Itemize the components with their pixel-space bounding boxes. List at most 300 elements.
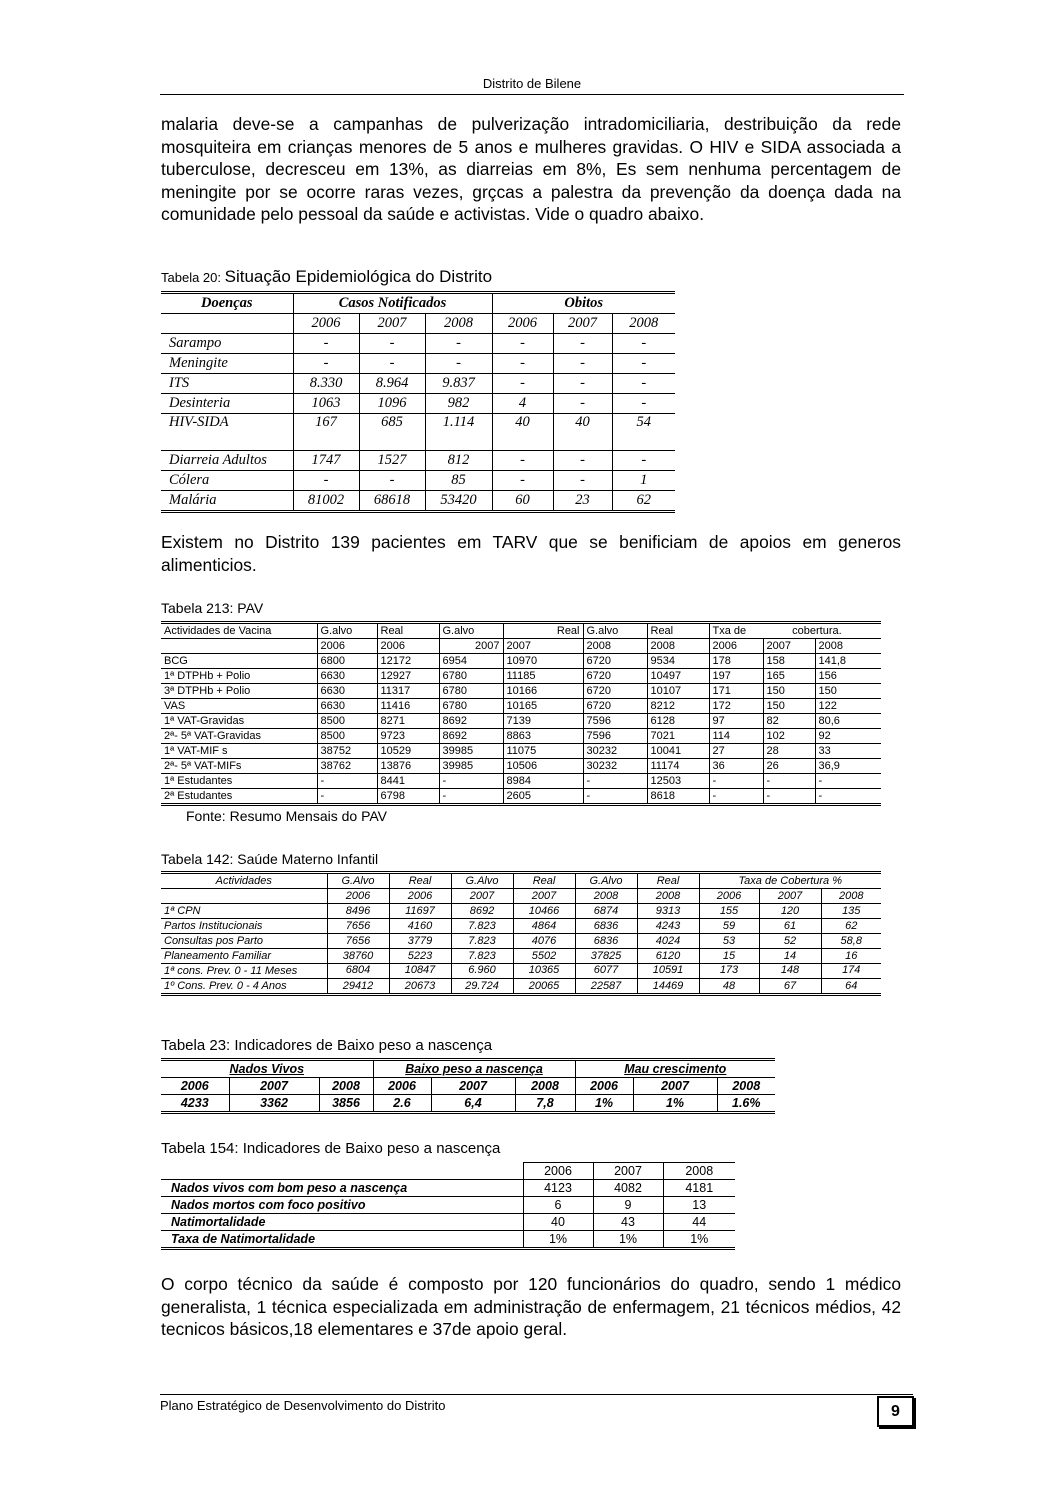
cell: - (317, 774, 377, 789)
header-cell: Real (377, 623, 439, 639)
header-casos: Casos Notificados (293, 293, 492, 314)
cell: 39985 (439, 744, 503, 759)
cell: - (709, 774, 763, 789)
cell: 7139 (503, 714, 583, 729)
cell: 14 (759, 949, 821, 964)
cell: - (612, 394, 675, 414)
cell: 171 (709, 684, 763, 699)
table-row (161, 744, 881, 759)
table-row (161, 774, 881, 789)
footer-text: Plano Estratégico de Desenvolvimento do Distrito (160, 1398, 446, 1413)
cell: 22587 (575, 979, 637, 995)
cell: BCG (161, 654, 317, 669)
cell: 982 (425, 394, 492, 414)
cell: 13876 (377, 759, 439, 774)
table-year-row (161, 314, 675, 334)
year-cell: 2007 (503, 639, 583, 654)
cell: 2605 (503, 789, 583, 805)
cell: 6720 (583, 669, 647, 684)
table-row (161, 904, 881, 919)
cell: 48 (699, 979, 759, 995)
cell: 6,4 (431, 1095, 515, 1113)
cell: 6780 (439, 669, 503, 684)
cell: 64 (821, 979, 881, 995)
cell: 7596 (583, 729, 647, 744)
header-cell: G.alvo (583, 623, 647, 639)
cell: - (317, 789, 377, 805)
row-label: Nados vivos com bom peso a nascença (161, 1180, 523, 1197)
cell: 10529 (377, 744, 439, 759)
paragraph-malaria: malaria deve-se a campanhas de pulverização intradomiciliaria, destribuição da rede mosquiteira em crianças menores de 5 anos e mulheres gravidas. O HIV e SIDA associada a tuberculose, decresceu em 13%, as diarreias em 8%, Es sem nenhuma percentagem de meningite por se ocorre raras vezes, grçcas a palestra da prevenção da doença dada na comunidade pelo pessoal da saúde e activistas. Vide o quadro abaixo. (161, 114, 901, 224)
cell: - (425, 334, 492, 354)
row-label: Desinteria (161, 394, 293, 414)
cell: - (583, 789, 647, 805)
cell: 156 (815, 669, 881, 684)
year-cell: 2007 (593, 1163, 663, 1180)
table-row (161, 491, 675, 512)
cell: 13 (663, 1197, 735, 1214)
header-cell: Real (513, 873, 575, 889)
cell: - (709, 789, 763, 805)
year-cell: 2006 (492, 314, 553, 334)
cell: 80,6 (815, 714, 881, 729)
cell: 167 (293, 414, 359, 451)
cell: - (425, 354, 492, 374)
table-row (161, 374, 675, 394)
year-cell-empty (161, 1163, 523, 1180)
header-cell: G.alvo (317, 623, 377, 639)
caption-title: Situação Epidemiológica do Distrito (224, 267, 493, 286)
table-maternal-child-health (161, 871, 881, 996)
cell: 67 (759, 979, 821, 995)
cell: 11174 (647, 759, 709, 774)
year-cell: 2008 (425, 314, 492, 334)
cell: 29.724 (451, 979, 513, 995)
cell: - (293, 354, 359, 374)
cell: 61 (759, 919, 821, 934)
cell: 11185 (503, 669, 583, 684)
table-row (161, 1095, 775, 1113)
cell: 26 (763, 759, 815, 774)
cell: 8500 (317, 714, 377, 729)
header-coverage: Taxa de Cobertura % (699, 873, 881, 889)
year-cell: 2006 (161, 1078, 229, 1095)
cell: 1ª VAT-Gravidas (161, 714, 317, 729)
cell: 37825 (575, 949, 637, 964)
cell: 1ª cons. Prev. 0 - 11 Meses (161, 964, 327, 979)
cell: 6630 (317, 669, 377, 684)
cell: 8692 (451, 904, 513, 919)
year-cell: 2007 (763, 639, 815, 654)
cell: 1% (663, 1231, 735, 1249)
cell: 10466 (513, 904, 575, 919)
year-cell: 2008 (647, 639, 709, 654)
cell: 43 (593, 1214, 663, 1231)
row-label: Taxa de Natimortalidade (161, 1231, 523, 1249)
table-20-caption (161, 267, 492, 287)
cell: - (583, 774, 647, 789)
cell: 44 (663, 1214, 735, 1231)
cell: - (492, 471, 553, 491)
table-year-row (161, 1078, 775, 1095)
cell: - (553, 374, 612, 394)
table-row (161, 919, 881, 934)
cell: 1ª VAT-MIF s (161, 744, 317, 759)
cell: 12503 (647, 774, 709, 789)
header-cell: Actividades (161, 873, 327, 889)
header-obitos: Obitos (492, 293, 675, 314)
table-row (161, 394, 675, 414)
year-cell: 2007 (553, 314, 612, 334)
table-row (161, 334, 675, 354)
year-cell: 2008 (583, 639, 647, 654)
cell: 11416 (377, 699, 439, 714)
year-cell: 2007 (451, 889, 513, 904)
cell: 6798 (377, 789, 439, 805)
cell: 8.964 (359, 374, 425, 394)
cell: 1747 (293, 451, 359, 471)
cell: 10591 (637, 964, 699, 979)
cell: 9723 (377, 729, 439, 744)
year-cell: 2006 (575, 1078, 633, 1095)
cell: 6720 (583, 699, 647, 714)
cell: 40 (553, 414, 612, 451)
cell: - (359, 471, 425, 491)
cell: VAS (161, 699, 317, 714)
cell: 2ª- 5ª VAT-Gravidas (161, 729, 317, 744)
cell: 155 (699, 904, 759, 919)
year-cell: 2006 (377, 639, 439, 654)
table-row (161, 964, 881, 979)
cell: 6874 (575, 904, 637, 919)
cell: 6780 (439, 699, 503, 714)
cell: 3856 (319, 1095, 373, 1113)
table-year-row (161, 1163, 735, 1180)
row-label: Natimortalidade (161, 1214, 523, 1231)
table-142-caption: Tabela 142: Saúde Materno Infantil (161, 851, 379, 867)
cell: 150 (815, 684, 881, 699)
cell: 6120 (637, 949, 699, 964)
cell: 114 (709, 729, 763, 744)
cell: 8984 (503, 774, 583, 789)
year-cell: 2006 (389, 889, 451, 904)
table-pav (161, 621, 881, 806)
cell: 4024 (637, 934, 699, 949)
cell: 7656 (327, 934, 389, 949)
header-doencas: Doenças (161, 293, 293, 314)
header-cell: Real (637, 873, 699, 889)
cell: 178 (709, 654, 763, 669)
cell: - (612, 354, 675, 374)
cell: 6720 (583, 654, 647, 669)
year-cell: 2008 (319, 1078, 373, 1095)
year-cell: 2006 (327, 889, 389, 904)
table-header-row (161, 623, 881, 639)
header-coverage-a: Txa de (712, 625, 747, 637)
cell: 58,8 (821, 934, 881, 949)
cell: 4082 (593, 1180, 663, 1197)
cell: 28 (763, 744, 815, 759)
cell: 8212 (647, 699, 709, 714)
cell: 53420 (425, 491, 492, 512)
cell: 120 (759, 904, 821, 919)
table-row (161, 1197, 735, 1214)
header-cell: Real (389, 873, 451, 889)
cell: 8441 (377, 774, 439, 789)
cell: 8496 (327, 904, 389, 919)
cell: 81002 (293, 491, 359, 512)
table-epidemiological-situation (161, 291, 675, 513)
cell: 1ª DTPHb + Polio (161, 669, 317, 684)
table-pav-source: Fonte: Resumo Mensais do PAV (186, 808, 388, 824)
row-label: ITS (161, 374, 293, 394)
cell: 7,8 (515, 1095, 575, 1113)
cell: 6630 (317, 699, 377, 714)
cell: - (492, 354, 553, 374)
table-row (161, 1231, 735, 1249)
cell: - (553, 471, 612, 491)
year-cell: 2007 (431, 1078, 515, 1095)
cell: 1ª CPN (161, 904, 327, 919)
year-cell: 2006 (293, 314, 359, 334)
cell: - (293, 334, 359, 354)
cell: 6954 (439, 654, 503, 669)
table-pav-caption: Tabela 213: PAV (161, 600, 264, 616)
table-row (161, 759, 881, 774)
cell: 3779 (389, 934, 451, 949)
table-year-row (161, 889, 881, 904)
table-row (161, 699, 881, 714)
year-cell: 2008 (821, 889, 881, 904)
cell: 8271 (377, 714, 439, 729)
cell: 10107 (647, 684, 709, 699)
row-label: Sarampo (161, 334, 293, 354)
cell: 9534 (647, 654, 709, 669)
cell: 172 (709, 699, 763, 714)
header-coverage (709, 623, 881, 639)
table-row (161, 1180, 735, 1197)
cell: 27 (709, 744, 763, 759)
cell: 39985 (439, 759, 503, 774)
cell: 165 (763, 669, 815, 684)
cell: 6720 (583, 684, 647, 699)
cell: 7.823 (451, 934, 513, 949)
cell: 8.330 (293, 374, 359, 394)
cell: 8863 (503, 729, 583, 744)
cell: 36,9 (815, 759, 881, 774)
cell: 30232 (583, 744, 647, 759)
header-cell: Actividades de Vacina (161, 623, 317, 639)
header-cell: Real (503, 623, 583, 639)
row-label: Cólera (161, 471, 293, 491)
table-row (161, 729, 881, 744)
cell: 7.823 (451, 949, 513, 964)
cell: 16 (821, 949, 881, 964)
cell: 102 (763, 729, 815, 744)
table-154-caption: Tabela 154: Indicadores de Baixo peso a nascença (161, 1140, 501, 1157)
cell: 14469 (637, 979, 699, 995)
paragraph-tarv: Existem no Distrito 139 pacientes em TARV que se benificiam de apoios em generos alimenticios. (161, 532, 901, 575)
year-cell: 2006 (699, 889, 759, 904)
cell: - (612, 334, 675, 354)
header-coverage-b: cobertura. (792, 625, 842, 637)
cell: 15 (699, 949, 759, 964)
year-cell: 2006 (317, 639, 377, 654)
table-year-row (161, 639, 881, 654)
cell: - (612, 374, 675, 394)
cell: 30232 (583, 759, 647, 774)
cell: 1.114 (425, 414, 492, 451)
cell: 7596 (583, 714, 647, 729)
cell: Partos Institucionais (161, 919, 327, 934)
year-cell: 2008 (515, 1078, 575, 1095)
cell: 12927 (377, 669, 439, 684)
cell: 1% (633, 1095, 717, 1113)
cell: - (492, 334, 553, 354)
cell: 1 (612, 471, 675, 491)
cell: - (815, 774, 881, 789)
cell: 6800 (317, 654, 377, 669)
cell: 54 (612, 414, 675, 451)
cell: 5502 (513, 949, 575, 964)
cell: 4123 (523, 1180, 593, 1197)
cell: 85 (425, 471, 492, 491)
year-cell: 2008 (612, 314, 675, 334)
cell: - (492, 451, 553, 471)
year-cell: 2007 (439, 639, 503, 654)
header-cell: G.Alvo (575, 873, 637, 889)
table-group-row (161, 1060, 775, 1078)
row-label: Malária (161, 491, 293, 512)
cell: 36 (709, 759, 763, 774)
cell: 7.823 (451, 919, 513, 934)
cell: 8692 (439, 714, 503, 729)
table-row (161, 714, 881, 729)
cell: - (359, 334, 425, 354)
cell: 148 (759, 964, 821, 979)
cell: 3362 (229, 1095, 319, 1113)
year-cell: 2008 (663, 1163, 735, 1180)
cell: 8692 (439, 729, 503, 744)
cell: 10166 (503, 684, 583, 699)
cell: 7656 (327, 919, 389, 934)
table-23-caption: Tabela 23: Indicadores de Baixo peso a nascença (161, 1037, 493, 1054)
cell: 2.6 (373, 1095, 431, 1113)
cell: 10041 (647, 744, 709, 759)
year-cell: 2007 (359, 314, 425, 334)
table-low-birth-weight (161, 1058, 775, 1114)
table-row (161, 979, 881, 995)
table-row (161, 451, 675, 471)
cell: 20673 (389, 979, 451, 995)
table-birth-indicators (161, 1162, 735, 1250)
cell: - (553, 334, 612, 354)
year-cell: 2008 (637, 889, 699, 904)
table-row (161, 354, 675, 374)
table-row (161, 949, 881, 964)
cell: 9313 (637, 904, 699, 919)
cell: 1096 (359, 394, 425, 414)
cell: 12172 (377, 654, 439, 669)
cell: 10497 (647, 669, 709, 684)
cell: 9 (593, 1197, 663, 1214)
cell: 6077 (575, 964, 637, 979)
cell: 150 (763, 684, 815, 699)
year-cell: 2007 (229, 1078, 319, 1095)
cell: 23 (553, 491, 612, 512)
cell: - (763, 789, 815, 805)
cell: - (359, 354, 425, 374)
group-header: Baixo peso a nascença (373, 1060, 575, 1078)
row-label: HIV-SIDA (161, 414, 293, 451)
footer-rule (160, 1394, 913, 1395)
cell: - (815, 789, 881, 805)
cell: 685 (359, 414, 425, 451)
cell: 8618 (647, 789, 709, 805)
table-header-row (161, 293, 675, 314)
cell: 20065 (513, 979, 575, 995)
year-cell (161, 889, 327, 904)
cell: 8500 (317, 729, 377, 744)
cell: 10365 (513, 964, 575, 979)
cell: 38760 (327, 949, 389, 964)
table-row (161, 934, 881, 949)
cell: 6 (523, 1197, 593, 1214)
cell: 4233 (161, 1095, 229, 1113)
year-cell: 2006 (709, 639, 763, 654)
cell: 4076 (513, 934, 575, 949)
cell: 38762 (317, 759, 377, 774)
cell: 6836 (575, 934, 637, 949)
cell: 812 (425, 451, 492, 471)
cell: 141,8 (815, 654, 881, 669)
year-cell: 2007 (759, 889, 821, 904)
cell: 11697 (389, 904, 451, 919)
caption-number: Tabela 20: (161, 270, 221, 285)
cell: - (492, 374, 553, 394)
cell: 11075 (503, 744, 583, 759)
table-row (161, 1214, 735, 1231)
year-cell-empty (161, 314, 293, 334)
cell: 82 (763, 714, 815, 729)
year-cell: 2008 (717, 1078, 775, 1095)
cell: - (612, 451, 675, 471)
cell: - (439, 774, 503, 789)
cell: 1063 (293, 394, 359, 414)
cell: - (439, 789, 503, 805)
cell: - (553, 354, 612, 374)
header-cell: G.Alvo (451, 873, 513, 889)
cell: 68618 (359, 491, 425, 512)
cell: 52 (759, 934, 821, 949)
group-header: Mau crescimento (575, 1060, 775, 1078)
cell: 4243 (637, 919, 699, 934)
cell: 4 (492, 394, 553, 414)
cell: 10165 (503, 699, 583, 714)
year-cell: 2007 (513, 889, 575, 904)
cell: 1% (523, 1231, 593, 1249)
table-row (161, 789, 881, 805)
cell: 4160 (389, 919, 451, 934)
cell: 53 (699, 934, 759, 949)
cell: Consultas pos Parto (161, 934, 327, 949)
cell: 150 (763, 699, 815, 714)
cell: 10506 (503, 759, 583, 774)
cell: - (293, 471, 359, 491)
table-row (161, 684, 881, 699)
cell: 6.960 (451, 964, 513, 979)
paragraph-staff: O corpo técnico da saúde é composto por 120 funcionários do quadro, sendo 1 médico generalista, 1 técnica especializada em administração de enfermagem, 21 técnicos médios, 42 tecnicos básicos,18 elementares e 37de apoio geral. (161, 1274, 901, 1339)
